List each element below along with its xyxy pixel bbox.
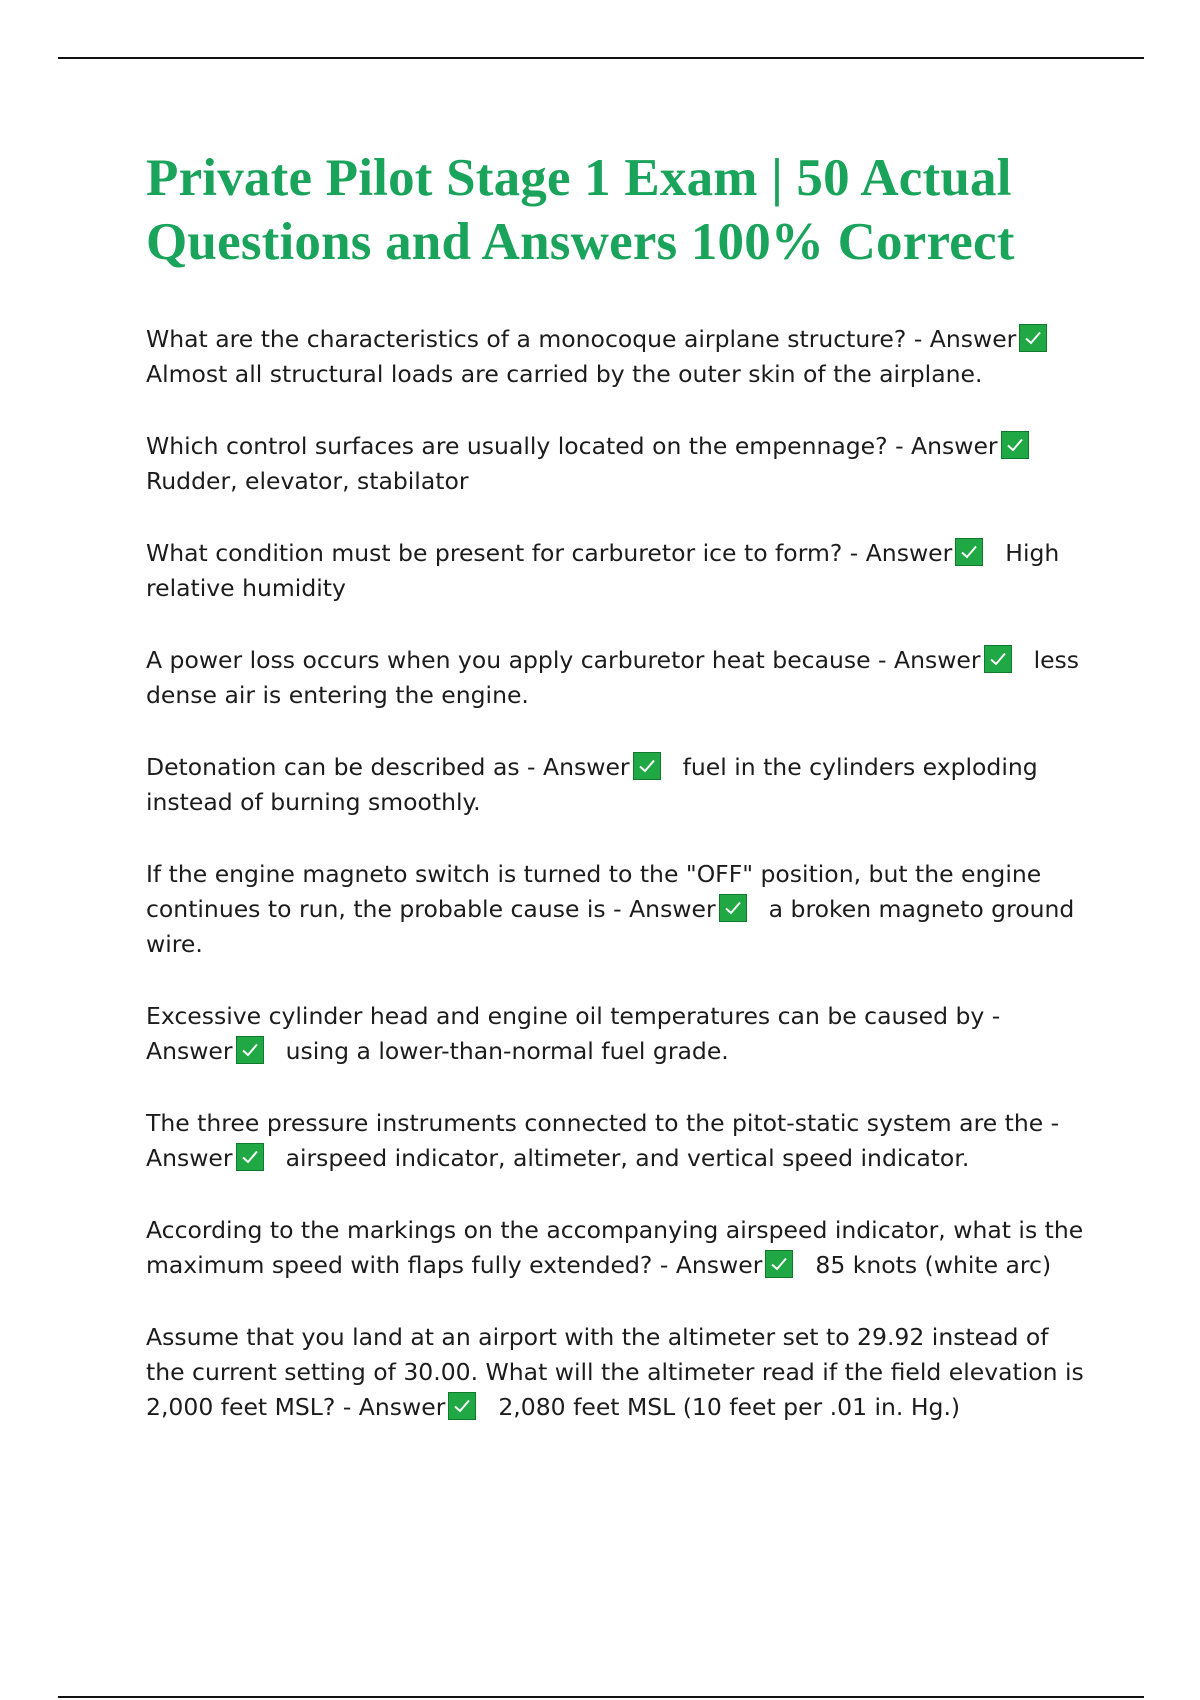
- qa-item: [146, 1213, 1091, 1283]
- bottom-divider: [58, 1696, 1144, 1698]
- question-text: A power loss occurs when you apply carburetor heat because -: [146, 646, 894, 674]
- question-text: According to the markings on the accompanying airspeed indicator, what is the maximum speed with flaps fully extended? -: [146, 1216, 1084, 1279]
- qa-item: [146, 429, 1091, 499]
- qa-list: [146, 322, 1091, 1462]
- answer-label: Answer: [929, 325, 1017, 353]
- check-mark-icon: [1001, 431, 1029, 459]
- answer-label: Answer: [865, 539, 953, 567]
- check-mark-icon: [236, 1143, 264, 1171]
- answer-text: 2,080 feet MSL (10 feet per .01 in. Hg.): [498, 1393, 961, 1421]
- question-text: Which control surfaces are usually located on the empennage? -: [146, 432, 912, 460]
- answer-label: Answer: [675, 1251, 763, 1279]
- answer-label: Answer: [894, 646, 981, 674]
- check-mark-icon: [1019, 324, 1047, 352]
- qa-item: [146, 322, 1091, 392]
- check-mark-icon: [633, 752, 661, 780]
- qa-item: [146, 857, 1091, 962]
- answer-text: 85 knots (white arc): [815, 1251, 1052, 1279]
- answer-text: fuel in the cylinders exploding instead of burning smoothly.: [146, 753, 1038, 816]
- answer-text: Rudder, elevator, stabilator: [146, 467, 469, 495]
- qa-item: [146, 750, 1091, 820]
- answer-label: Answer: [629, 895, 716, 923]
- question-text: What are the characteristics of a monocoque airplane structure? -: [146, 325, 930, 353]
- check-mark-icon: [236, 1036, 264, 1064]
- qa-item: [146, 1320, 1091, 1425]
- check-mark-icon: [765, 1250, 793, 1278]
- check-mark-icon: [955, 538, 983, 566]
- document-title: Private Pilot Stage 1 Exam | 50 Actual Questions and Answers 100% Correct: [146, 149, 1015, 271]
- check-mark-icon: [984, 645, 1012, 673]
- question-text: What condition must be present for carburetor ice to form? -: [146, 539, 866, 567]
- qa-item: [146, 536, 1091, 606]
- answer-label: Answer: [146, 1037, 233, 1065]
- answer-text: Almost all structural loads are carried by the outer skin of the airplane.: [146, 360, 983, 388]
- answer-label: Answer: [358, 1393, 446, 1421]
- question-text: If the engine magneto switch is turned to the "OFF" position, but the engine continues to run, the probable cause is -: [146, 860, 1042, 923]
- answer-text: High relative humidity: [146, 539, 1060, 602]
- answer-text: less dense air is entering the engine.: [146, 646, 1080, 709]
- question-text: Assume that you land at an airport with the altimeter set to 29.92 instead of the current setting of 30.00. What will the altimeter read if the field elevation is 2,000 feet MSL? -: [146, 1323, 1084, 1421]
- question-text: Excessive cylinder head and engine oil temperatures can be caused by -: [146, 1002, 1001, 1030]
- check-mark-icon: [719, 894, 747, 922]
- answer-label: Answer: [146, 1144, 233, 1172]
- answer-label: Answer: [543, 753, 630, 781]
- answer-text: using a lower-than-normal fuel grade.: [285, 1037, 729, 1065]
- check-mark-icon: [448, 1392, 476, 1420]
- question-text: The three pressure instruments connected to the pitot-static system are the -: [146, 1109, 1060, 1137]
- answer-label: Answer: [911, 432, 998, 460]
- answer-text: a broken magneto ground wire.: [146, 895, 1075, 958]
- answer-text: airspeed indicator, altimeter, and vertical speed indicator.: [285, 1144, 970, 1172]
- qa-item: [146, 999, 1091, 1069]
- question-text: Detonation can be described as -: [146, 753, 544, 781]
- qa-item: [146, 1106, 1091, 1176]
- top-divider: [58, 57, 1144, 59]
- qa-item: [146, 643, 1091, 713]
